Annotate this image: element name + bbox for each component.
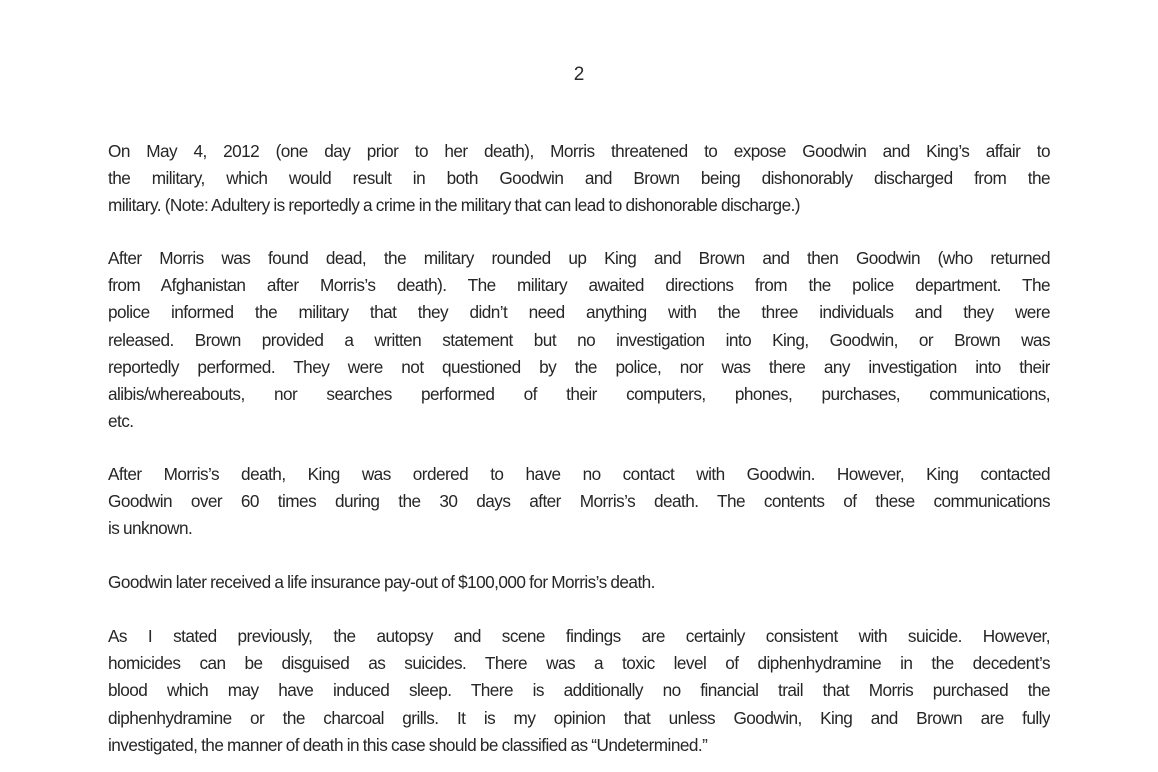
text-line: military. (Note: Adultery is reportedly a crime in the military that can lead to dishonorable discharge.) (108, 195, 800, 216)
text-line: the military, which would result in both Goodwin and Brown being dishonorably discharged from the (108, 168, 1050, 189)
text-line: investigated, the manner of death in this case should be classified as “Undetermined.” (108, 734, 708, 755)
paragraph-contact (108, 461, 1050, 543)
page-number: 2 (573, 64, 585, 85)
text-line: As I stated previously, the autopsy and scene findings are certainly consistent with suicide. However, (108, 626, 1050, 646)
text-line: homicides can be disguised as suicides. There was a toxic level of diphenhydramine in the decedent’s (108, 653, 1050, 674)
text-line: Goodwin over 60 times during the 30 days after Morris’s death. The contents of these communications (108, 491, 1050, 512)
text-line: After Morris was found dead, the military rounded up King and Brown and then Goodwin (who returned (108, 248, 1050, 268)
text-line: On May 4, 2012 (one day prior to her death), Morris threatened to expose Goodwin and King’s affair to (108, 141, 1050, 161)
text-line: Goodwin later received a life insurance pay-out of $100,000 for Morris’s death. (108, 572, 655, 592)
text-line: reportedly performed. They were not questioned by the police, nor was there any investigation into their (108, 356, 1050, 377)
paragraph-insurance (108, 569, 1050, 596)
text-line: alibis/whereabouts, nor searches performed of their computers, phones, purchases, communications, (108, 384, 1050, 405)
text-line: diphenhydramine or the charcoal grills. It is my opinion that unless Goodwin, King and Brown are fully (108, 707, 1050, 728)
paragraph-military-response (108, 245, 1050, 435)
paragraph-conclusion (108, 623, 1050, 759)
text-line: from Afghanistan after Morris’s death). The military awaited directions from the police department. The (108, 275, 1050, 296)
text-line: blood which may have induced sleep. There is additionally no financial trail that Morris purchased the (108, 680, 1050, 701)
text-line: police informed the military that they didn’t need anything with the three individuals and they were (108, 302, 1050, 323)
text-line: After Morris’s death, King was ordered to have no contact with Goodwin. However, King contacted (108, 464, 1050, 484)
paragraph-threat (108, 138, 1050, 220)
text-line: released. Brown provided a written statement but no investigation into King, Goodwin, or Brown was (108, 329, 1050, 350)
text-line: is unknown. (108, 518, 193, 539)
text-line: etc. (108, 411, 134, 432)
